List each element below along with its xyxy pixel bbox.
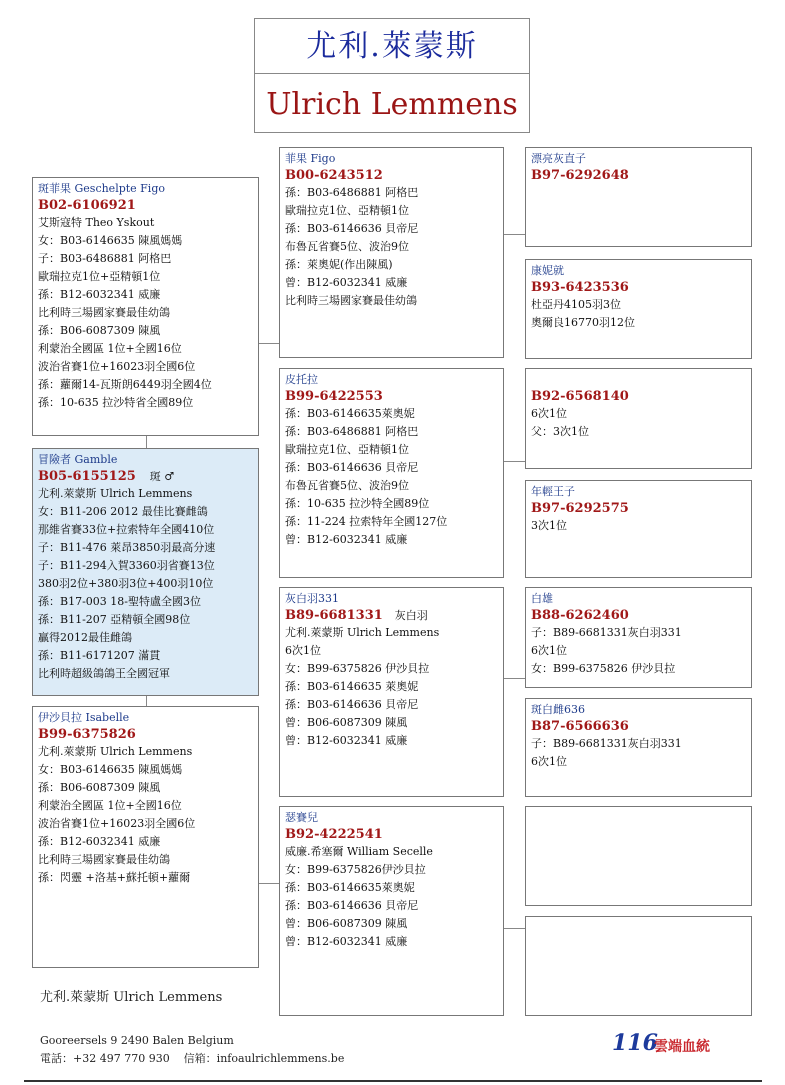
info-line: 布魯瓦省賽5位、波治9位 xyxy=(285,240,409,253)
sdd-name: 年輕王子 xyxy=(531,485,575,498)
dsd-name: 斑白雌636 xyxy=(531,703,585,716)
info-line: 那維省賽33位+拉索特年全國410位 xyxy=(38,523,215,536)
info-line: 歐瑞拉克1位、亞精頓1位 xyxy=(285,204,409,217)
connector-line xyxy=(504,461,525,462)
ss-ring: B00-6243512 xyxy=(285,168,383,183)
sire-name: 斑菲果 Geschelpte Figo xyxy=(38,182,165,195)
footer-address-block xyxy=(40,1032,344,1068)
info-line: 孫：11-224 拉索特年全國127位 xyxy=(285,515,448,528)
title-chinese: 尤利.萊蒙斯 xyxy=(254,18,530,74)
sds-name xyxy=(531,372,751,388)
sd-name: 皮托拉 xyxy=(285,373,318,386)
info-line: 孫：B03-6146636 貝帝尼 xyxy=(285,461,419,474)
subject-lines xyxy=(38,485,258,683)
connector-line xyxy=(504,678,525,679)
info-line: 女：B11-206 2012 最佳比賽雌鴿 xyxy=(38,505,208,518)
sds-ring: B92-6568140 xyxy=(531,389,629,404)
info-line: 孫：B17-003 18-聖特盧全國3位 xyxy=(38,595,202,608)
info-line: 比利時超級鴿鴿王全國冠軍 xyxy=(38,667,170,680)
info-line: 女：B99-6375826伊沙貝拉 xyxy=(285,863,426,876)
subject-card[interactable] xyxy=(32,448,259,696)
ds-lines xyxy=(285,624,503,750)
info-line: 孫：B06-6087309 陳風 xyxy=(38,324,161,337)
sds-lines xyxy=(531,405,751,441)
info-line: 6次1位 xyxy=(285,644,321,657)
info-line: 奧爾良16770羽12位 xyxy=(531,316,635,329)
ss-name: 菲果 Figo xyxy=(285,152,336,165)
info-line: 女：B99-6375826 伊沙貝拉 xyxy=(531,662,676,675)
info-line: 利蒙治全國區 1位+全國16位 xyxy=(38,342,182,355)
sss-card[interactable] xyxy=(525,147,752,247)
info-line: 利蒙治全國區 1位+全國16位 xyxy=(38,799,182,812)
contact: 電話：+32 497 770 930 信箱：infoaulrichlemmens.be xyxy=(40,1052,345,1065)
info-line: 子：B89-6681331灰白羽331 xyxy=(531,626,682,639)
info-line: 孫：B03-6146635萊奧妮 xyxy=(285,881,415,894)
info-line: 女：B99-6375826 伊沙貝拉 xyxy=(285,662,430,675)
dss-card[interactable] xyxy=(525,587,752,688)
sd-ring: B99-6422553 xyxy=(285,389,383,404)
site-logo[interactable] xyxy=(612,1030,722,1058)
info-line: 孫：萊奧妮(作出陳風) xyxy=(285,258,393,271)
info-line: 艾斯寇特 Theo Yskout xyxy=(38,216,155,229)
logo-number: 116 xyxy=(612,1030,658,1056)
info-line: 孫：B03-6146636 貝帝尼 xyxy=(285,698,419,711)
sire-sire-card[interactable] xyxy=(279,147,504,358)
info-line: 曾：B06-6087309 陳風 xyxy=(285,716,408,729)
dam-card[interactable] xyxy=(32,706,259,968)
info-line: 孫：B11-207 亞精頓全國98位 xyxy=(38,613,191,626)
info-line: 曾：B06-6087309 陳風 xyxy=(285,917,408,930)
dd-lines xyxy=(285,843,503,951)
info-line: 子：B03-6486881 阿格巴 xyxy=(38,252,172,265)
logo-text: 雲端血統 xyxy=(654,1039,710,1055)
sire-card[interactable] xyxy=(32,177,259,436)
address: Gooreersels 9 2490 Balen Belgium xyxy=(40,1034,234,1047)
info-line: 孫：閃靈 +洛基+蘇托頓+蘿爾 xyxy=(38,871,191,884)
dss-lines xyxy=(531,624,751,678)
sdd-card[interactable] xyxy=(525,480,752,578)
info-line: 曾：B12-6032341 威廉 xyxy=(285,276,408,289)
dam-name: 伊沙貝拉 Isabelle xyxy=(38,711,130,724)
info-line: 杜亞丹4105羽3位 xyxy=(531,298,621,311)
info-line: 孫：B03-6146636 貝帝尼 xyxy=(285,899,419,912)
dsd-lines xyxy=(531,735,751,771)
sss-ring: B97-6292648 xyxy=(531,168,629,183)
info-line: 孫：B06-6087309 陳風 xyxy=(38,781,161,794)
sdd-lines xyxy=(531,517,751,535)
ssd-card[interactable] xyxy=(525,259,752,359)
info-line: 父：3次1位 xyxy=(531,425,589,438)
dss-ring: B88-6262460 xyxy=(531,608,629,623)
info-line: 尤利.萊蒙斯 Ulrich Lemmens xyxy=(38,487,193,500)
subject-ring: B05-6155125 xyxy=(38,469,136,484)
ssd-lines xyxy=(531,296,751,332)
subject-ring-row xyxy=(38,468,258,485)
info-line: 孫：B03-6486881 阿格巴 xyxy=(285,186,419,199)
dsd-card[interactable] xyxy=(525,698,752,797)
ds-color: 灰白羽 xyxy=(394,609,428,622)
info-line: 孫：B12-6032341 威廉 xyxy=(38,288,161,301)
info-line: 6次1位 xyxy=(531,644,567,657)
info-line: 6次1位 xyxy=(531,755,567,768)
bottom-divider xyxy=(24,1080,762,1082)
sd-lines xyxy=(285,405,503,549)
info-line: 歐瑞拉克1位+亞精頓1位 xyxy=(38,270,161,283)
info-line: 孫：B03-6146635萊奧妮 xyxy=(285,407,415,420)
connector-line xyxy=(146,696,147,706)
info-line: 曾：B12-6032341 威廉 xyxy=(285,935,408,948)
info-line: 3次1位 xyxy=(531,519,567,532)
dam-lines xyxy=(38,743,258,887)
info-line: 波治省賽1位+16023羽全國6位 xyxy=(38,817,196,830)
ddd-card[interactable] xyxy=(525,916,752,1016)
connector-line xyxy=(259,883,279,884)
title-english: Ulrich Lemmens xyxy=(254,73,530,133)
info-line: 380羽2位+380羽3位+400羽10位 xyxy=(38,577,214,590)
info-line: 孫：B11-6171207 滿貫 xyxy=(38,649,161,662)
sds-card[interactable] xyxy=(525,368,752,469)
sdd-ring: B97-6292575 xyxy=(531,501,629,516)
info-line: 孫：B12-6032341 威廉 xyxy=(38,835,161,848)
dsd-ring: B87-6566636 xyxy=(531,719,629,734)
info-line: 比利時三場國家賽最佳幼鴿 xyxy=(38,306,170,319)
info-line: 女：B03-6146635 陳風媽媽 xyxy=(38,234,183,247)
info-line: 比利時三場國家賽最佳幼鴿 xyxy=(38,853,170,866)
sss-name: 漂亮灰直子 xyxy=(531,152,586,165)
subject-name: 冒險者 Gamble xyxy=(38,453,118,466)
dss-name: 白雄 xyxy=(531,592,553,605)
ds-ring: B89-6681331 xyxy=(285,608,383,623)
connector-line xyxy=(504,234,525,235)
info-line: 尤利.萊蒙斯 Ulrich Lemmens xyxy=(285,626,440,639)
info-line: 波治省賽1位+16023羽全國6位 xyxy=(38,360,196,373)
owner-name: 尤利.萊蒙斯 Ulrich Lemmens xyxy=(40,990,223,1005)
connector-line xyxy=(259,343,279,344)
info-line: 曾：B12-6032341 威廉 xyxy=(285,533,408,546)
info-line: 曾：B12-6032341 威廉 xyxy=(285,734,408,747)
ss-lines xyxy=(285,184,503,310)
connector-line xyxy=(146,436,147,448)
info-line: 孫：B03-6146636 貝帝尼 xyxy=(285,222,419,235)
ds-ring-row xyxy=(285,607,503,624)
info-line: 子：B11-476 萊昂3850羽最高分速 xyxy=(38,541,216,554)
info-line: 子：B11-294入賀3360羽省賽13位 xyxy=(38,559,215,572)
info-line: 布魯瓦省賽5位、波治9位 xyxy=(285,479,409,492)
info-line: 孫：B03-6486881 阿格巴 xyxy=(285,425,419,438)
info-line: 女：B03-6146635 陳風媽媽 xyxy=(38,763,183,776)
info-line: 孫：蘿爾14-瓦斯朗6449羽全國4位 xyxy=(38,378,212,391)
subject-color-sex: 斑 ♂ xyxy=(149,470,175,483)
dds-card[interactable] xyxy=(525,806,752,906)
dam-dam-card[interactable] xyxy=(279,806,504,1016)
ssd-name: 康妮就 xyxy=(531,264,564,277)
info-line: 6次1位 xyxy=(531,407,567,420)
sire-dam-card[interactable] xyxy=(279,368,504,578)
sire-ring: B02-6106921 xyxy=(38,198,136,213)
info-line: 尤利.萊蒙斯 Ulrich Lemmens xyxy=(38,745,193,758)
info-line: 威廉.希塞爾 William Secelle xyxy=(285,845,433,858)
info-line: 贏得2012最佳雌鴿 xyxy=(38,631,132,644)
info-line: 比利時三場國家賽最佳幼鴿 xyxy=(285,294,417,307)
dam-sire-card[interactable] xyxy=(279,587,504,797)
ssd-ring: B93-6423536 xyxy=(531,280,629,295)
info-line: 孫：10-635 拉沙特省全國89位 xyxy=(38,396,194,409)
dd-name: 瑟賽兒 xyxy=(285,811,318,824)
dd-ring: B92-4222541 xyxy=(285,827,383,842)
info-line: 孫：B03-6146635 萊奧妮 xyxy=(285,680,419,693)
connector-line xyxy=(504,928,525,929)
sire-lines xyxy=(38,214,258,412)
ds-name: 灰白羽331 xyxy=(285,592,339,605)
info-line: 子：B89-6681331灰白羽331 xyxy=(531,737,682,750)
dam-ring: B99-6375826 xyxy=(38,727,136,742)
info-line: 孫：10-635 拉沙特全國89位 xyxy=(285,497,430,510)
info-line: 歐瑞拉克1位、亞精頓1位 xyxy=(285,443,409,456)
